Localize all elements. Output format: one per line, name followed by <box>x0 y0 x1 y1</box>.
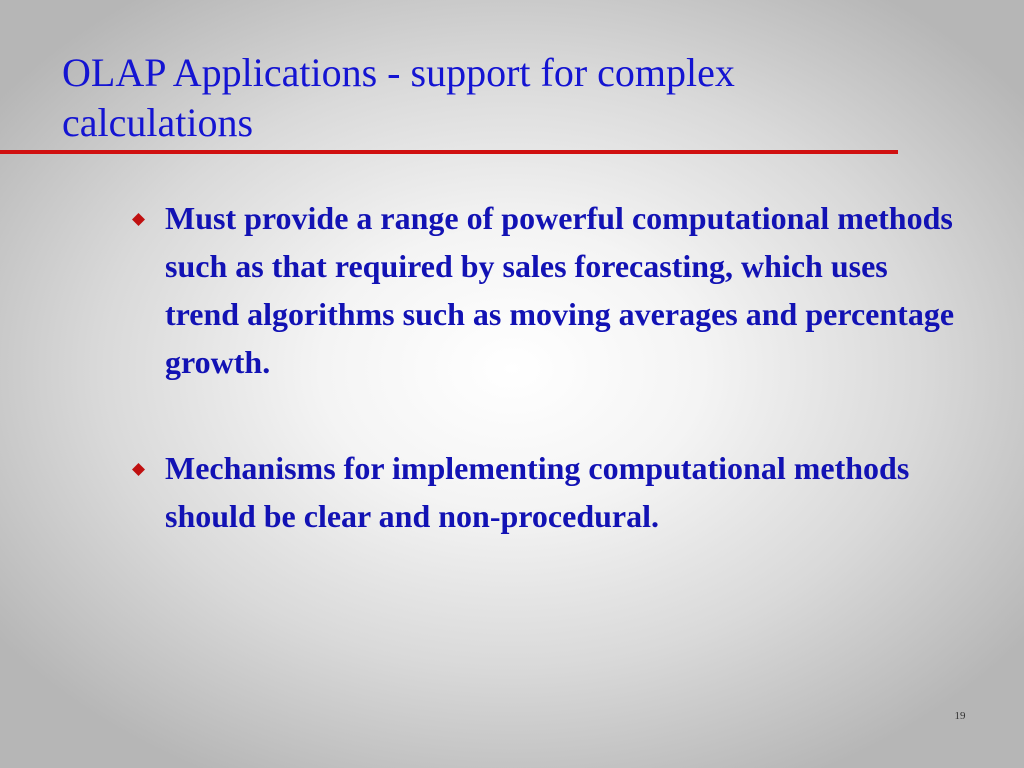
diamond-icon <box>132 463 145 476</box>
bullet-text: Must provide a range of powerful computational methods such as that required by sales forecasting, which uses trend algorithms such as moving averages and percentage growth. <box>165 200 955 380</box>
page-number: 19 <box>954 710 966 722</box>
slide-title: OLAP Applications - support for complex calculations <box>62 50 735 145</box>
bullet-text: Mechanisms for implementing computational methods should be clear and non-procedural. <box>165 450 910 534</box>
bullet-item <box>130 444 960 540</box>
diamond-icon <box>132 213 145 226</box>
bullet-list <box>130 194 960 540</box>
bullet-item <box>130 194 960 386</box>
title-underline <box>0 150 898 154</box>
